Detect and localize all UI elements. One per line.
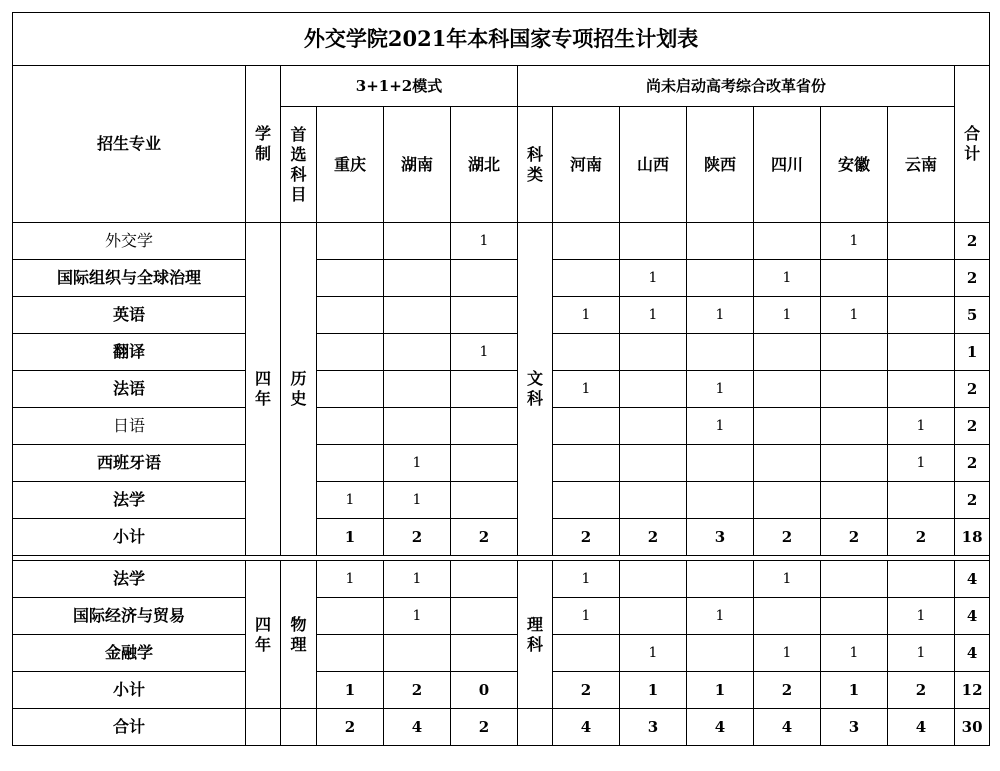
table-cell	[754, 371, 821, 408]
category-cell	[518, 223, 553, 556]
header-first-subject-text: 首选科目	[290, 124, 307, 204]
table-cell	[384, 297, 451, 334]
major-name: 西班牙语	[13, 445, 246, 482]
table-cell: 4	[687, 709, 754, 746]
table-cell	[888, 371, 955, 408]
grand-total-value: 30	[955, 709, 990, 746]
table-title: 外交学院2021年本科国家专项招生计划表	[13, 13, 990, 66]
table-cell: 1	[384, 561, 451, 598]
first-subject-text: 物理	[290, 614, 307, 654]
table-cell	[451, 561, 518, 598]
table-row	[13, 408, 990, 445]
table-cell: 3	[821, 709, 888, 746]
table-cell: 3	[620, 709, 687, 746]
table-cell	[821, 561, 888, 598]
table-cell: 2	[821, 519, 888, 556]
table-cell	[754, 334, 821, 371]
major-name: 国际组织与全球治理	[13, 260, 246, 297]
length-cell	[246, 223, 281, 556]
table-cell	[553, 223, 620, 260]
table-cell: 1	[553, 297, 620, 334]
table-cell: 2	[384, 672, 451, 709]
table-cell	[687, 445, 754, 482]
row-total: 4	[955, 635, 990, 672]
table-cell: 1	[620, 672, 687, 709]
table-cell: 1	[888, 408, 955, 445]
header-province: 湖南	[384, 107, 451, 223]
table-cell	[317, 635, 384, 672]
row-total: 2	[955, 371, 990, 408]
header-total	[955, 66, 990, 223]
table-cell	[384, 334, 451, 371]
table-cell	[384, 260, 451, 297]
table-cell: 2	[754, 672, 821, 709]
major-name: 法语	[13, 371, 246, 408]
table-cell: 1	[821, 635, 888, 672]
table-cell	[620, 334, 687, 371]
major-name: 外交学	[13, 223, 246, 260]
first-subject-text: 历史	[290, 369, 307, 408]
table-cell	[754, 598, 821, 635]
grand-total-label: 合计	[13, 709, 246, 746]
subtotal-row	[13, 519, 990, 556]
table-row	[13, 482, 990, 519]
table-cell	[821, 334, 888, 371]
table-cell: 1	[754, 260, 821, 297]
table-cell: 1	[687, 598, 754, 635]
empty-cell	[246, 709, 281, 746]
table-cell	[317, 297, 384, 334]
table-cell: 1	[754, 635, 821, 672]
table-cell	[317, 408, 384, 445]
header-length-text: 学制	[255, 124, 272, 163]
table-cell: 4	[888, 709, 955, 746]
header-province: 四川	[754, 107, 821, 223]
table-row	[13, 561, 990, 598]
table-cell	[888, 482, 955, 519]
header-province: 湖北	[451, 107, 518, 223]
table-cell: 2	[888, 519, 955, 556]
table-cell: 4	[384, 709, 451, 746]
header-province: 陕西	[687, 107, 754, 223]
header-major: 招生专业	[13, 66, 246, 223]
table-cell	[888, 260, 955, 297]
table-cell	[384, 223, 451, 260]
table-cell	[553, 635, 620, 672]
header-province: 重庆	[317, 107, 384, 223]
table-row	[13, 297, 990, 334]
subtotal-total: 18	[955, 519, 990, 556]
table-cell	[384, 371, 451, 408]
table-cell: 4	[754, 709, 821, 746]
table-cell	[888, 561, 955, 598]
table-cell: 1	[317, 482, 384, 519]
table-cell: 2	[754, 519, 821, 556]
first-subject-cell	[281, 561, 317, 709]
row-total: 1	[955, 334, 990, 371]
header-province: 山西	[620, 107, 687, 223]
table-row	[13, 635, 990, 672]
table-row	[13, 371, 990, 408]
table-cell: 3	[687, 519, 754, 556]
table-cell	[821, 260, 888, 297]
table-cell	[687, 482, 754, 519]
table-cell	[451, 260, 518, 297]
major-name: 日语	[13, 408, 246, 445]
subtotal-row	[13, 672, 990, 709]
first-subject-cell	[281, 223, 317, 556]
table-cell	[754, 223, 821, 260]
table-cell	[687, 635, 754, 672]
table-cell: 2	[553, 519, 620, 556]
major-name: 法学	[13, 561, 246, 598]
table-cell: 1	[620, 297, 687, 334]
table-cell	[888, 334, 955, 371]
table-cell: 2	[384, 519, 451, 556]
table-cell	[620, 598, 687, 635]
header-total-text: 合计	[964, 124, 981, 163]
table-container	[12, 12, 990, 746]
grand-total-row	[13, 709, 990, 746]
major-name: 翻译	[13, 334, 246, 371]
table-cell	[384, 408, 451, 445]
table-cell	[451, 297, 518, 334]
empty-cell	[518, 709, 553, 746]
table-cell: 2	[317, 709, 384, 746]
table-cell: 1	[553, 598, 620, 635]
table-cell: 1	[384, 598, 451, 635]
subtotal-total: 12	[955, 672, 990, 709]
table-cell	[451, 598, 518, 635]
subtotal-label: 小计	[13, 519, 246, 556]
table-cell	[888, 297, 955, 334]
table-cell	[754, 445, 821, 482]
table-cell: 1	[687, 297, 754, 334]
table-cell: 2	[888, 672, 955, 709]
enrollment-plan-table	[12, 12, 990, 746]
table-cell: 2	[451, 519, 518, 556]
category-text: 文科	[527, 369, 544, 408]
table-cell: 1	[384, 445, 451, 482]
category-text: 理科	[527, 614, 544, 654]
table-cell	[687, 561, 754, 598]
length-text: 四年	[255, 369, 272, 408]
header-non-reform-group: 尚未启动高考综合改革省份	[518, 66, 955, 107]
row-total: 2	[955, 260, 990, 297]
table-cell	[553, 260, 620, 297]
table-cell: 1	[888, 445, 955, 482]
table-cell: 1	[754, 297, 821, 334]
header-length	[246, 66, 281, 223]
table-row	[13, 260, 990, 297]
table-cell	[754, 408, 821, 445]
header-province: 云南	[888, 107, 955, 223]
table-cell: 1	[384, 482, 451, 519]
table-cell	[553, 408, 620, 445]
table-cell: 1	[553, 371, 620, 408]
table-cell	[821, 371, 888, 408]
table-cell: 4	[553, 709, 620, 746]
table-cell	[317, 223, 384, 260]
table-cell	[451, 635, 518, 672]
table-cell	[620, 561, 687, 598]
table-cell: 2	[620, 519, 687, 556]
table-cell	[821, 445, 888, 482]
major-name: 法学	[13, 482, 246, 519]
table-cell	[553, 334, 620, 371]
table-cell	[451, 371, 518, 408]
table-cell: 1	[821, 223, 888, 260]
header-province: 河南	[553, 107, 620, 223]
table-cell	[317, 334, 384, 371]
table-cell: 1	[754, 561, 821, 598]
row-total: 2	[955, 482, 990, 519]
row-total: 4	[955, 561, 990, 598]
table-cell	[821, 408, 888, 445]
table-cell	[620, 445, 687, 482]
table-cell: 2	[553, 672, 620, 709]
table-cell: 1	[687, 672, 754, 709]
table-cell	[687, 334, 754, 371]
header-mode-group: 3+1+2模式	[281, 66, 518, 107]
table-cell: 1	[317, 672, 384, 709]
table-cell: 1	[888, 598, 955, 635]
table-row	[13, 445, 990, 482]
table-cell: 2	[451, 709, 518, 746]
row-total: 4	[955, 598, 990, 635]
table-cell: 1	[317, 561, 384, 598]
category-cell	[518, 561, 553, 709]
table-cell: 1	[687, 371, 754, 408]
header-province: 安徽	[821, 107, 888, 223]
table-cell	[687, 223, 754, 260]
table-cell	[620, 371, 687, 408]
length-text: 四年	[255, 614, 272, 654]
header-category	[518, 107, 553, 223]
table-cell	[451, 445, 518, 482]
table-cell	[451, 482, 518, 519]
major-name: 金融学	[13, 635, 246, 672]
length-cell	[246, 561, 281, 709]
major-name: 英语	[13, 297, 246, 334]
table-cell: 1	[821, 297, 888, 334]
table-cell	[620, 408, 687, 445]
row-total: 5	[955, 297, 990, 334]
table-cell	[620, 223, 687, 260]
table-cell	[687, 260, 754, 297]
table-cell: 1	[620, 635, 687, 672]
subtotal-label: 小计	[13, 672, 246, 709]
table-cell	[317, 260, 384, 297]
table-cell	[317, 598, 384, 635]
table-cell: 1	[620, 260, 687, 297]
table-row	[13, 223, 990, 260]
table-cell	[754, 482, 821, 519]
table-cell	[317, 371, 384, 408]
major-name: 国际经济与贸易	[13, 598, 246, 635]
table-cell: 1	[821, 672, 888, 709]
table-cell: 1	[553, 561, 620, 598]
table-cell: 1	[888, 635, 955, 672]
table-cell	[384, 635, 451, 672]
row-total: 2	[955, 223, 990, 260]
header-first-subject	[281, 107, 317, 223]
table-cell	[821, 598, 888, 635]
table-cell	[317, 445, 384, 482]
table-row	[13, 598, 990, 635]
table-row	[13, 334, 990, 371]
row-total: 2	[955, 445, 990, 482]
table-cell	[451, 408, 518, 445]
table-cell	[620, 482, 687, 519]
table-cell	[553, 445, 620, 482]
table-cell	[553, 482, 620, 519]
row-total: 2	[955, 408, 990, 445]
table-cell: 1	[451, 223, 518, 260]
table-cell: 0	[451, 672, 518, 709]
table-cell	[821, 482, 888, 519]
table-cell	[888, 223, 955, 260]
table-cell: 1	[687, 408, 754, 445]
table-cell: 1	[317, 519, 384, 556]
table-cell: 1	[451, 334, 518, 371]
empty-cell	[281, 709, 317, 746]
header-category-text: 科类	[527, 144, 544, 184]
